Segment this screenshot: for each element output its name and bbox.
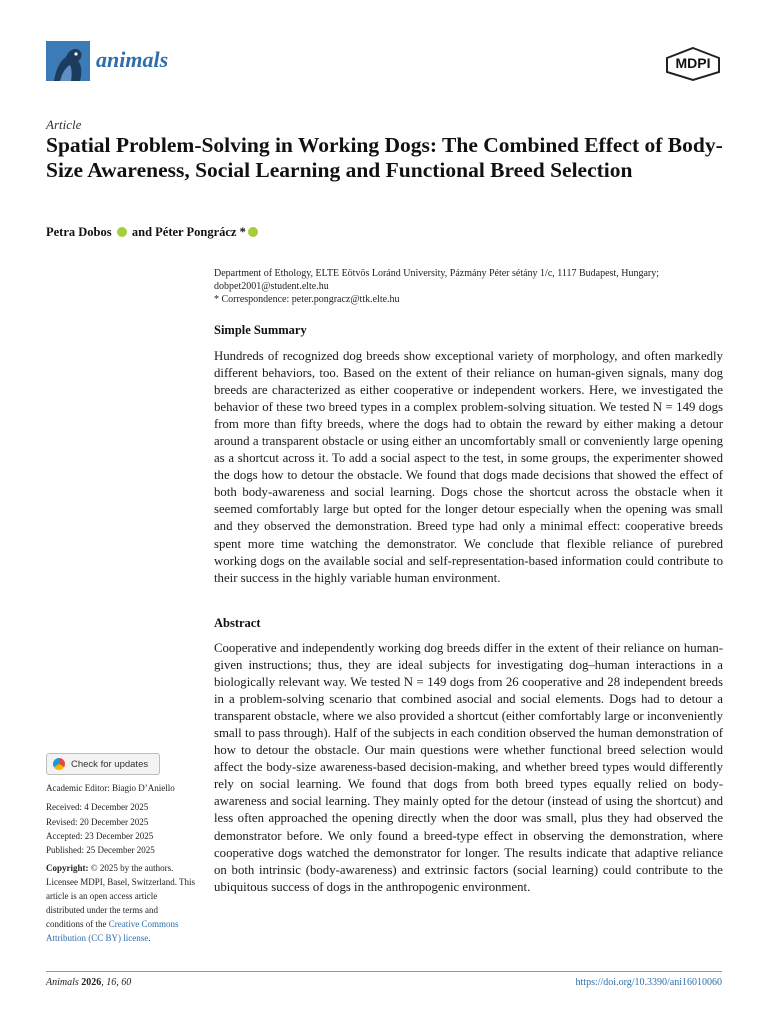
copyright-notice: [46, 861, 196, 945]
check-updates-icon: [53, 758, 65, 770]
affiliation-block: [214, 267, 734, 306]
author-name[interactable]: Péter Pongrácz *: [155, 225, 246, 239]
published-date: Published: 25 December 2025: [46, 845, 155, 855]
orcid-icon[interactable]: [248, 227, 258, 237]
mdpi-logo-icon: [664, 46, 722, 82]
author-separator: and: [128, 225, 156, 239]
affiliation: Department of Ethology, ELTE Eötvös Loránd University, Pázmány Péter sétány 1/c, 1117 Budapest, Hungary; dobpet2001@student.elte.hu: [214, 268, 659, 292]
doi-link[interactable]: https://doi.org/10.3390/ani16010060: [575, 977, 722, 988]
academic-editor: Academic Editor: Biagio D’Aniello: [46, 783, 175, 793]
journal-logo-icon: [46, 41, 90, 81]
license-link[interactable]: Creative Commons Attribution (CC BY) license: [46, 919, 179, 943]
accepted-date: Accepted: 23 December 2025: [46, 831, 154, 841]
journal-name: animals: [96, 47, 169, 72]
article-title: Spatial Problem-Solving in Working Dogs: The Combined Effect of Body-Size Awareness, Social Learning and Functional Breed Selection: [46, 133, 723, 182]
orcid-icon[interactable]: [117, 227, 127, 237]
mdpi-logo-text: MDPI: [675, 55, 711, 71]
footer-journal: Animals: [46, 977, 79, 988]
footer-volume-pages: , 16, 60: [101, 977, 132, 988]
license-end: .: [148, 933, 151, 943]
footer-divider: [46, 971, 722, 972]
article-type: Article: [46, 117, 82, 132]
summary-text: Hundreds of recognized dog breeds show exceptional variety of morphology, and often markedly different behaviors, too. Based on the extent of their reliance on human-given signals, many dog breeds are characterized as either cooperative or independent workers. Here, we investigated the behavior of these two breed types in a complex problem-solving situation. We tested N = 149 dogs from more than fifty breeds, where the dogs had to obtain the reward by either making a detour around a transparent obstacle or using either an uncomfortably small or conveniently large opening as a shortcut across it. To add a social aspect to the test, in some groups, the experimenter showed the dogs how to detour the obstacle. We found that dogs made decisions that showed the effect of both body-awareness and social learning. Dogs chose the shortcut across the obstacle when it seemed comfortably large but opted for the longer detour especially when the opening was small and they observed the demonstration. Breed type had only a minimal effect: cooperative breeds spent more time watching the demonstrator. We conclude that flexible reliance of purebred working dogs on the available social and self-representation-based information could contribute to their success in the highly variable human environment.: [214, 349, 723, 585]
check-for-updates-button[interactable]: [46, 753, 160, 775]
citation-footer: [46, 977, 131, 988]
correspondence: * Correspondence: peter.pongracz@ttk.elte.hu: [214, 294, 400, 305]
copyright-text: © 2025 by the authors. Licensee MDPI, Basel, Switzerland. This article is an open access article distributed under the terms and conditions of the: [46, 863, 196, 929]
received-date: Received: 4 December 2025: [46, 802, 149, 812]
copyright-label: Copyright:: [46, 863, 89, 873]
check-updates-label: Check for updates: [71, 758, 149, 770]
revised-date: Revised: 20 December 2025: [46, 817, 149, 827]
author-list: [46, 225, 260, 240]
abstract-text: Cooperative and independently working dog breeds differ in the extent of their reliance on human-given instructions; thus, they are ideal subjects for investigating dog–human interactions in a biologically relevant way. We tested N = 149 dogs from 26 cooperative and 28 independent breeds in a problem-solving scenario that combined asocial and social elements. Dogs had to detour a transparent obstacle, where we also provided a shortcut (either comfortably large or inconveniently small to pass through). Half of the subjects in each condition observed the human demonstration of how to detour the obstacle. Our main questions were whether functional breed selection would affect the body-size awareness-based decision-making, and whether breed types would differently rely on social learning. We found that dogs from both breed types equally relied on body-awareness and social learning. They mainly opted for the detour (instead of using the shortcut) and less often approached the opening directly when the door was small, plus they had observed the demonstrator before. We only found a breed-type effect in observing the demonstration, where cooperative dogs watched the demonstrator for longer. The results indicate that adaptive reliance on both intrinsic (body-awareness) and extrinsic factors (social learning) could contribute to the ubiquitous success of dogs in the anthropogenic environment.: [214, 641, 723, 894]
abstract-heading: Abstract: [214, 616, 261, 630]
summary-heading: Simple Summary: [214, 323, 307, 337]
author-name[interactable]: Petra Dobos: [46, 225, 112, 239]
footer-year: 2026: [81, 977, 102, 988]
